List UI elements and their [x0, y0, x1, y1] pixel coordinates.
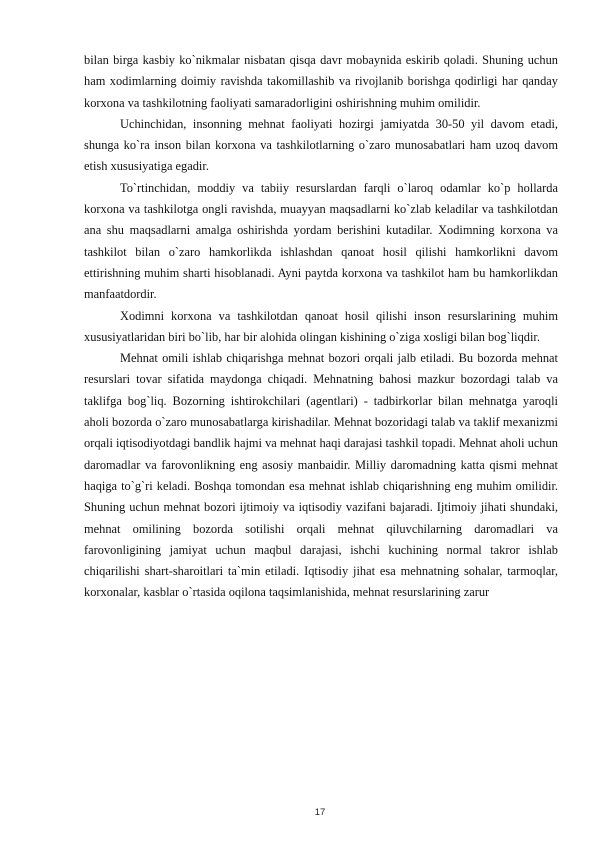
page-number: 17 [314, 807, 326, 818]
paragraph-satisfaction: Xodimni korxona va tashkilotdan qanoat hosil qilishi inson resurslarining muhim xususiyatlaridan biri bo`lib, har bir alohida olingan kishining o`ziga xosligi bilan bog`liqdir. [84, 308, 558, 344]
paragraph-fourth-point: To`rtinchidan, moddiy va tabiiy resurslardan farqli o`laroq odamlar ko`p hollarda korxona va tashkilotga ongli ravishda, muayyan maqsadlarni ko`zlab keladilar va tashkilotdan ana shu maqsadlarni amalga oshirishda yordam berishini kutadilar. Xodimning korxona va tashkilot bilan o`zaro hamkorlikda ishlashdan qanoat hosil qilishi hamkorlikni davom ettirishning muhim sharti hisoblanadi. Ayni paytda korxona va tashkilot ham bu hamkorlikdan manfaatdordir. [84, 180, 558, 302]
paragraph-labor-market: Mehnat omili ishlab chiqarishga mehnat bozori orqali jalb etiladi. Bu bozorda mehnat resurslari tovar sifatida maydonga chiqadi. Mehnatning bahosi mazkur bozordagi talab va taklifga bog`liq. Bozorning ishtirokchilari (agentlari) - tadbirkorlar bilan mehnatga yaroqli aholi bozorda o`zaro munosabatlarga kirishadilar. Mehnat bozoridagi talab va taklif mexanizmi orqali iqtisodiyotdagi bandlik hajmi va mehnat haqi darajasi tashkil topadi. Mehnat aholi uchun daromadlar va farovonlikning eng asosiy manbaidir. Milliy daromadning katta qismi mehnat haqiga to`g`ri keladi. Boshqa tomondan esa mehnat ishlab chiqarishning eng muhim omilidir. Shuning uchun mehnat bozori ijtimoiy va iqtisodiy vazifani bajaradi. Ijtimoiy jihati shundaki, mehnat omilining bozorda sotilishi orqali mehnat qiluvchilarning daromadlari va farovonligining jamiyat uchun maqbul darajasi, ishchi kuchining normal takror ishlab chiqarilishi shart-sharoitlari ta`min etiladi. Iqtisodiy jihat esa mehnatning sohalar, tarmoqlar, korxonalar, kasblar o`rtasida oqilona taqsimlanishida, mehnat resurslarining zarur [84, 351, 558, 600]
paragraph-continuation: bilan birga kasbiy ko`nikmalar nisbatan qisqa davr mobaynida eskirib qoladi. Shuning uchun ham xodimlarning doimiy ravishda takomillashib va rivojlanib borishga qodirligi har qanday korxona va tashkilotning faoliyati samaradorligini oshirishning muhim omilidir. [84, 53, 558, 110]
paragraph-third-point: Uchinchidan, insonning mehnat faoliyati hozirgi jamiyatda 30-50 yil davom etadi, shunga ko`ra inson bilan korxona va tashkilotlarning o`zaro munosabatlari ham uzoq davom etish xususiyatiga egadir. [84, 116, 558, 174]
document-page [84, 50, 558, 604]
